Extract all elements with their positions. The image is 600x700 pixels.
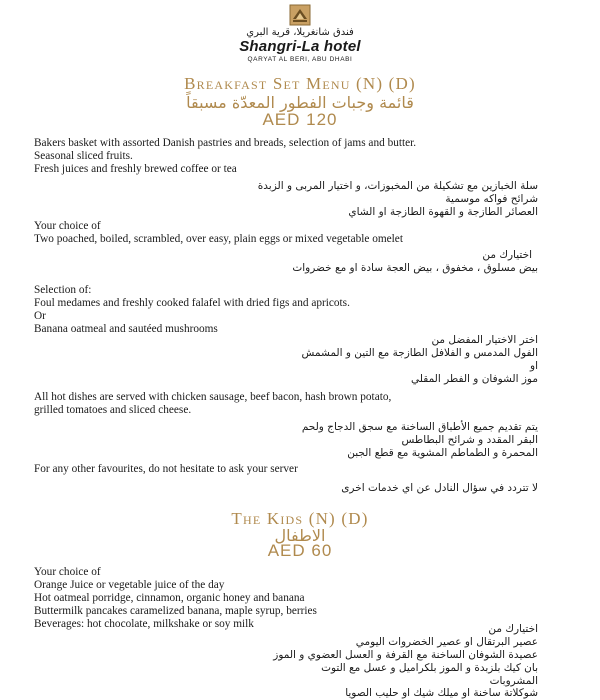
- favourites-ar: لا تتردد في سؤال النادل عن اي خدمات اخرى: [341, 482, 538, 494]
- selection-ar: موز الشوفان و الفطر المقلي: [411, 373, 538, 385]
- logo-location: QARYAT AL BERI, ABU DHABI: [247, 56, 353, 63]
- selection-ar: او: [530, 360, 538, 372]
- hotel-logo: [0, 4, 600, 63]
- choice-en: Your choice of: [34, 220, 101, 232]
- hot-dishes-ar: يتم تقديم جميع الأطباق الساخنة مع سجق الدجاج ولحم: [301, 421, 538, 433]
- hot-dishes-en: grilled tomatoes and sliced cheese.: [34, 404, 192, 416]
- kids-title-arabic: الاطفال: [274, 526, 326, 545]
- selection-en: Or: [34, 310, 46, 322]
- kids-item-en: Your choice of: [34, 566, 101, 578]
- selection-ar: اختر الاختيار المفضل من: [431, 334, 538, 346]
- hot-dishes-ar: المحمرة و الطماطم المشوية مع قطع الجبن: [347, 447, 538, 459]
- kids-item-ar: عصيدة الشوفان الساخنة مع القرفة و العسل العضوي و الموز: [273, 649, 538, 661]
- kids-title: The Kids (N) (D): [231, 509, 369, 528]
- hot-dishes-en: All hot dishes are served with chicken sausage, beef bacon, hash brown potato,: [34, 391, 392, 403]
- kids-item-en: Beverages: hot chocolate, milkshake or soy milk: [34, 618, 254, 630]
- breakfast-title-arabic: قائمة وجبات الفطور المعدّة مسبقاً: [186, 93, 414, 112]
- breakfast-item-ar: سلة الخبازين مع تشكيلة من المخبوزات، و اختيار المربى و الزبدة: [257, 180, 538, 192]
- kids-item-ar: عصير البرتقال او عصير الخضروات اليومي: [355, 636, 538, 648]
- breakfast-item-ar: شرائح فواكه موسمية: [445, 193, 538, 205]
- kids-item-ar: بان كيك بلزبدة و الموز بلكراميل و عسل مع التوت: [321, 662, 538, 674]
- kids-item-ar: اختيارك من: [488, 623, 538, 635]
- breakfast-item-en: Fresh juices and freshly brewed coffee or tea: [34, 163, 237, 175]
- breakfast-title: Breakfast Set Menu (N) (D): [184, 74, 416, 93]
- selection-en: Banana oatmeal and sautéed mushrooms: [34, 323, 218, 335]
- breakfast-item-en: Seasonal sliced fruits.: [34, 150, 133, 162]
- breakfast-item-ar: العصائر الطازجة و القهوة الطازجة او الشاي: [348, 206, 538, 218]
- choice-en: Two poached, boiled, scrambled, over easy, plain eggs or mixed vegetable omelet: [34, 233, 403, 245]
- choice-ar: اختيارك من: [482, 249, 532, 261]
- logo-arabic-name: فندق شانغريلا، قرية البري: [246, 27, 354, 38]
- kids-item-en: Hot oatmeal porridge, cinnamon, organic honey and banana: [34, 592, 305, 604]
- kids-item-en: Orange Juice or vegetable juice of the day: [34, 579, 225, 591]
- kids-item-en: Buttermilk pancakes caramelized banana, maple syrup, berries: [34, 605, 317, 617]
- selection-en: Selection of:: [34, 284, 92, 296]
- selection-en: Foul medames and freshly cooked falafel with dried figs and apricots.: [34, 297, 350, 309]
- logo-hotel-name: Shangri-La hotel: [239, 38, 361, 55]
- breakfast-item-en: Bakers basket with assorted Danish pastries and breads, selection of jams and butter.: [34, 137, 417, 149]
- kids-item-ar: المشروبات: [489, 675, 538, 687]
- shangri-la-emblem-icon: [289, 4, 311, 26]
- kids-item-ar: شوكلاتة ساخنة او ميلك شيك او حليب الصويا: [345, 687, 538, 699]
- hot-dishes-ar: البقر المقدد و شرائح البطاطس: [401, 434, 538, 446]
- kids-price: AED 60: [267, 541, 333, 560]
- selection-ar: الفول المدمس و الفلافل الطازجة مع التين و المشمش: [301, 347, 538, 359]
- choice-ar: بيض مسلوق ، مخفوق ، بيض العجة سادة او مع خضروات: [292, 262, 538, 274]
- favourites-en: For any other favourites, do not hesitate to ask your server: [34, 463, 298, 475]
- breakfast-price: AED 120: [262, 110, 338, 129]
